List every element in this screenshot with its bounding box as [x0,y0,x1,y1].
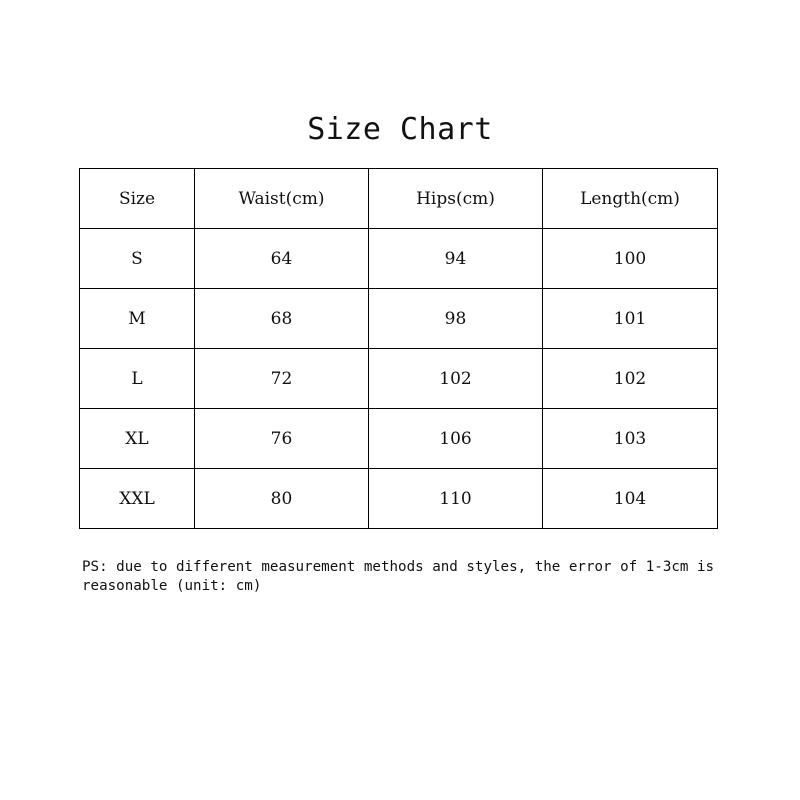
length-cell: 101 [543,289,718,349]
column-header-waist: Waist(cm) [195,169,369,229]
table-row [80,409,718,469]
hips-cell: 98 [369,289,543,349]
table-row [80,349,718,409]
measurement-note: PS: due to different measurement methods and styles, the error of 1-3cm is reasonable (unit: cm) [82,559,715,594]
length-cell: 104 [543,469,718,529]
column-header-size: Size [80,169,195,229]
waist-cell: 68 [195,289,369,349]
table-row [80,229,718,289]
table-row [80,289,718,349]
size-cell: M [80,289,195,349]
column-header-hips: Hips(cm) [369,169,543,229]
table-header-row [80,169,718,229]
column-header-length: Length(cm) [543,169,718,229]
waist-cell: 64 [195,229,369,289]
hips-cell: 106 [369,409,543,469]
hips-cell: 94 [369,229,543,289]
page-title: Size Chart [307,112,493,147]
waist-cell: 72 [195,349,369,409]
length-cell: 103 [543,409,718,469]
table-row [80,469,718,529]
length-cell: 102 [543,349,718,409]
size-cell: S [80,229,195,289]
length-cell: 100 [543,229,718,289]
hips-cell: 102 [369,349,543,409]
size-cell: L [80,349,195,409]
size-cell: XXL [80,469,195,529]
hips-cell: 110 [369,469,543,529]
waist-cell: 76 [195,409,369,469]
size-cell: XL [80,409,195,469]
size-chart-table [79,168,718,529]
waist-cell: 80 [195,469,369,529]
